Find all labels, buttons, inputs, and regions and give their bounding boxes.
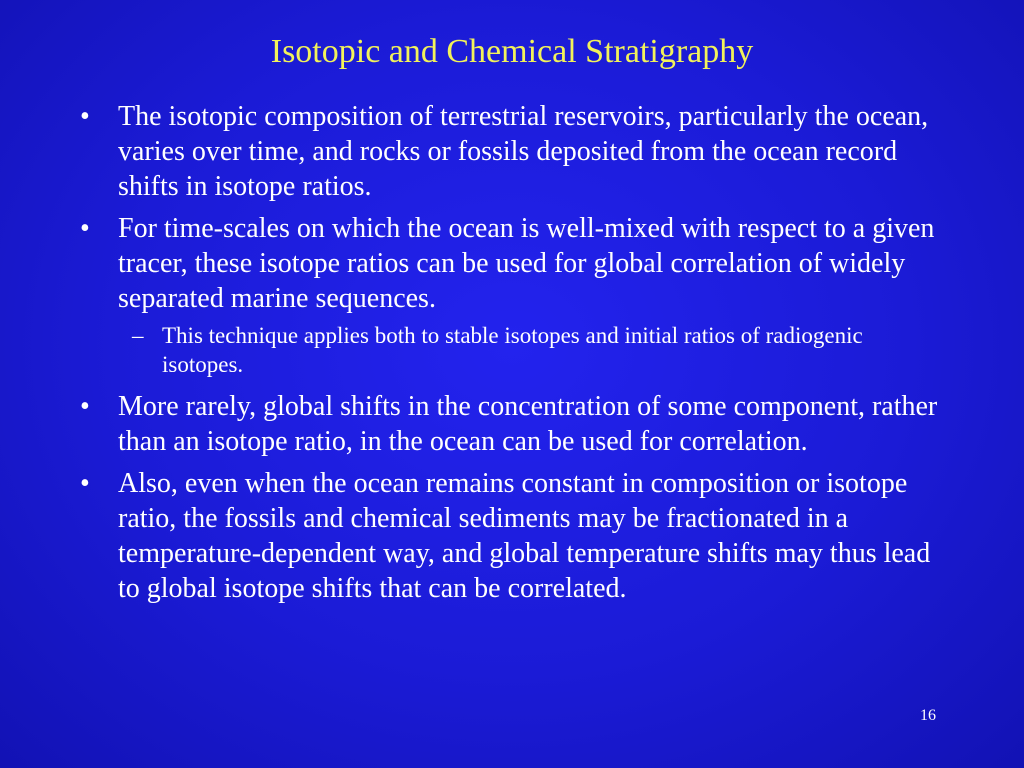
bullet-text: Also, even when the ocean remains constant in composition or isotope ratio, the fossils and chemical sediments may be fractionated in a temperature-dependent way, and global temperature shifts may thus lead to global isotope shifts that can be correlated. [118,468,931,604]
bullet-marker: • [80,468,90,499]
page-number: 16 [920,707,936,724]
slide-content [0,99,1024,613]
bullet-text: For time-scales on which the ocean is well-mixed with respect to a given tracer, these isotope ratios can be used for global correlation of widely separated marine sequences. [118,213,935,314]
bullet-text: More rarely, global shifts in the concentration of some component, rather than an isotope ratio, in the ocean can be used for correlation. [118,391,938,457]
bullet-marker: • [80,213,90,244]
slide-title: Isotopic and Chemical Stratigraphy [270,33,754,70]
bullet-item [0,466,1024,606]
bullet-text: The isotopic composition of terrestrial reservoirs, particularly the ocean, varies over time, and rocks or fossils deposited from the ocean record shifts in isotope ratios. [118,101,929,202]
bullet-marker: • [80,101,90,132]
sub-bullet-marker: – [132,323,144,348]
sub-bullet-text: This technique applies both to stable isotopes and initial ratios of radiogenic isotopes. [162,323,863,377]
bullet-item [0,99,1024,204]
bullet-item [0,389,1024,459]
bullet-item [0,211,1024,316]
sub-bullet-item [0,321,1024,379]
bullet-marker: • [80,391,90,422]
